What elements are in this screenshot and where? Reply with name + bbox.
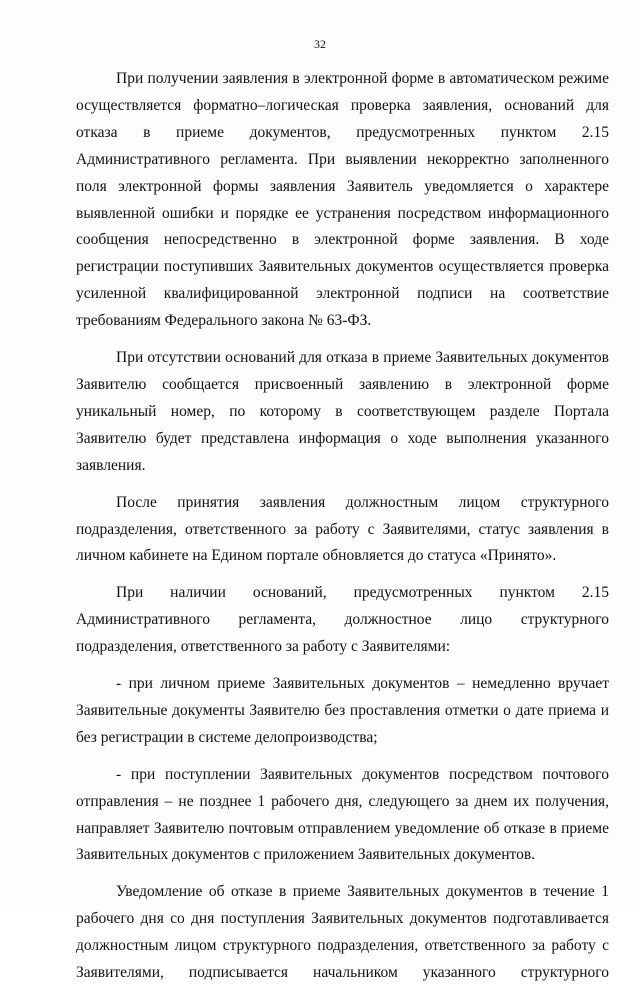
paragraph-electronic-check: При получении заявления в электронной форме в автоматическом режиме осуществляется форматно–логическая проверка заявления, оснований для отказа в приеме документов, предусмотренных пунктом 2.15 Административного регламента. При выявлении некорректно заполненного поля электронной формы заявления Заявитель уведомляется о характере выявленной ошибки и порядке ее устранения посредством информационного сообщения непосредственно в электронной форме заявления. В ходе регистрации поступивших Заявительных документов осуществляется проверка усиленной квалифицированной электронной подписи на соответствие требованиям Федерального закона № 63-ФЗ. <box>76 70 609 330</box>
paragraph-status-accepted: После принятия заявления должностным лицом структурного подразделения, ответственного за работу с Заявителями, статус заявления в личном кабинете на Едином портале обновляется до статуса «Принято». <box>76 493 609 565</box>
page-number: 32 <box>314 37 326 51</box>
paragraph-refusal-grounds: При наличии оснований, предусмотренных пунктом 2.15 Административного регламента, должностное лицо структурного подразделения, ответственного за работу с Заявителями: <box>76 584 609 656</box>
list-item-personal-reception: - при личном приеме Заявительных документов – немедленно вручает Заявительные документы Заявителю без проставления отметки о дате приема и без регистрации в системе делопроизводства; <box>76 675 609 746</box>
list-item-postal-delivery: - при поступлении Заявительных документов посредством почтового отправления – не позднее 1 рабочего дня, следующего за днем их получения, направляет Заявителю почтовым отправлением уведомление об отказе в приеме Заявительных документов с приложением Заявительных документов. <box>76 765 609 864</box>
paragraph-no-refusal-grounds: При отсутствии оснований для отказа в приеме Заявительных документов Заявителю сообщается присвоенный заявлению в электронной форме уникальный номер, по которому в соответствующем разделе Портала Заявителю будет представлена информация о ходе выполнения указанного заявления. <box>76 349 609 474</box>
paragraph-refusal-notice: Уведомление об отказе в приеме Заявительных документов в течение 1 рабочего дня со дня поступления Заявительных документов подготавливается должностным лицом структурного подразделения, ответственного за работу с Заявителями, подписывается начальником указанного структурного <box>76 883 609 982</box>
document-body <box>76 66 609 987</box>
